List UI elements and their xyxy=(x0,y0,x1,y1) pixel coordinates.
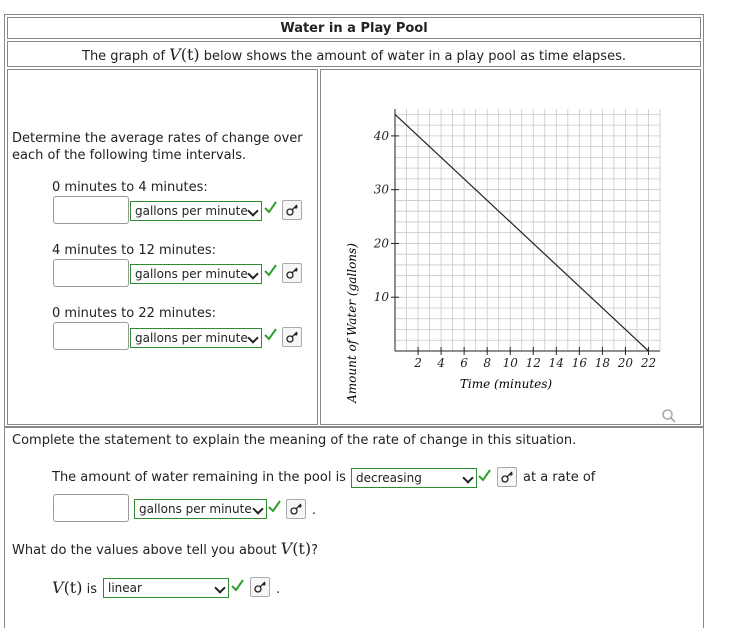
key-icon xyxy=(283,201,301,219)
chevron-down-icon xyxy=(247,205,258,216)
unit-select-2[interactable] xyxy=(130,264,262,284)
y-tick-label: 20 xyxy=(373,236,389,251)
rate-input-1[interactable] xyxy=(53,196,129,224)
answer-arg: (t) xyxy=(63,578,83,597)
check-icon xyxy=(268,500,281,513)
key-icon xyxy=(283,328,301,346)
answer-period: . xyxy=(276,582,281,597)
instruction-line2: each of the following time intervals. xyxy=(12,148,247,163)
y-tick-label: 30 xyxy=(373,182,389,197)
x-tick-label: 14 xyxy=(548,356,564,370)
graph-axes xyxy=(395,109,660,351)
intro-suffix: below shows the amount of water in a play pool as time elapses. xyxy=(199,49,626,64)
x-tick-label: 2 xyxy=(414,356,422,370)
answer-label xyxy=(52,578,97,597)
x-tick-label: 8 xyxy=(483,356,491,370)
answer-is: is xyxy=(82,582,98,597)
x-tick-label: 20 xyxy=(617,356,634,370)
key-icon-button-3[interactable] xyxy=(282,327,302,347)
search-icon[interactable] xyxy=(661,408,677,424)
rate-unit-select[interactable] xyxy=(134,499,267,519)
bottom-prompt: Complete the statement to explain the meaning of the rate of change in this situation. xyxy=(12,433,577,448)
trend-select-value: decreasing xyxy=(356,471,422,485)
x-tick-label: 12 xyxy=(525,356,541,370)
chevron-down-icon xyxy=(252,503,263,514)
check-icon xyxy=(264,328,277,341)
question-arg: (t) xyxy=(292,539,312,558)
check-icon xyxy=(231,579,244,592)
y-tick-label: 10 xyxy=(373,290,389,305)
unit-select-1[interactable] xyxy=(130,201,262,221)
rate-input-3[interactable] xyxy=(53,322,129,350)
key-icon xyxy=(251,578,269,596)
interval-label-1: 0 minutes to 4 minutes: xyxy=(52,180,208,195)
answer-fn: V xyxy=(52,578,64,597)
x-tick-label: 16 xyxy=(571,356,587,370)
x-tick-label: 6 xyxy=(460,356,468,370)
question-prefix: What do the values above tell you about xyxy=(12,543,281,558)
chevron-down-icon xyxy=(247,332,258,343)
trend-select[interactable] xyxy=(351,468,477,488)
page-title: Water in a Play Pool xyxy=(280,21,428,36)
graph-grid xyxy=(395,109,660,351)
statement-suffix: at a rate of xyxy=(523,470,596,485)
function-type-select-value: linear xyxy=(108,581,142,595)
key-icon xyxy=(287,500,305,518)
chevron-down-icon xyxy=(247,268,258,279)
function-type-select[interactable] xyxy=(103,578,229,598)
unit-select-3-value: gallons per minute xyxy=(135,331,248,345)
key-icon-button-4[interactable] xyxy=(497,467,517,487)
key-icon xyxy=(283,264,301,282)
unit-select-1-value: gallons per minute xyxy=(135,204,248,218)
key-icon-button-1[interactable] xyxy=(282,200,302,220)
intro-text xyxy=(7,45,701,64)
x-axis-label: Time (minutes) xyxy=(459,377,553,391)
x-tick-label: 22 xyxy=(640,356,657,370)
key-icon-button-6[interactable] xyxy=(250,577,270,597)
question-fn: V xyxy=(280,539,293,558)
water-graph xyxy=(320,69,701,425)
y-axis-label: Amount of Water (gallons) xyxy=(345,243,359,403)
x-tick-label: 4 xyxy=(437,356,445,370)
key-icon xyxy=(498,468,516,486)
intro-arg: (t) xyxy=(180,45,200,64)
check-icon xyxy=(264,264,277,277)
unit-select-3[interactable] xyxy=(130,328,262,348)
intro-fn: V xyxy=(169,45,181,64)
rate-input-2[interactable] xyxy=(53,259,129,287)
question-text xyxy=(12,539,318,558)
chevron-down-icon xyxy=(462,472,473,483)
unit-select-2-value: gallons per minute xyxy=(135,267,248,281)
rate-unit-select-value: gallons per minute xyxy=(139,502,252,516)
statement-prefix: The amount of water remaining in the pool is xyxy=(52,470,346,485)
question-suffix: ? xyxy=(311,543,319,558)
interval-label-3: 0 minutes to 22 minutes: xyxy=(52,306,217,321)
rate-of-change-input[interactable] xyxy=(53,494,129,522)
chevron-down-icon xyxy=(214,582,225,593)
rate-period: . xyxy=(312,503,317,518)
key-icon-button-5[interactable] xyxy=(286,499,306,519)
x-tick-label: 10 xyxy=(502,356,518,370)
intro-prefix: The graph of xyxy=(82,49,170,64)
check-icon xyxy=(478,469,491,482)
x-tick-label: 18 xyxy=(594,356,611,370)
instruction-line1: Determine the average rates of change over xyxy=(12,131,303,146)
interval-label-2: 4 minutes to 12 minutes: xyxy=(52,243,217,258)
key-icon-button-2[interactable] xyxy=(282,263,302,283)
check-icon xyxy=(264,201,277,214)
y-tick-label: 40 xyxy=(373,128,389,143)
